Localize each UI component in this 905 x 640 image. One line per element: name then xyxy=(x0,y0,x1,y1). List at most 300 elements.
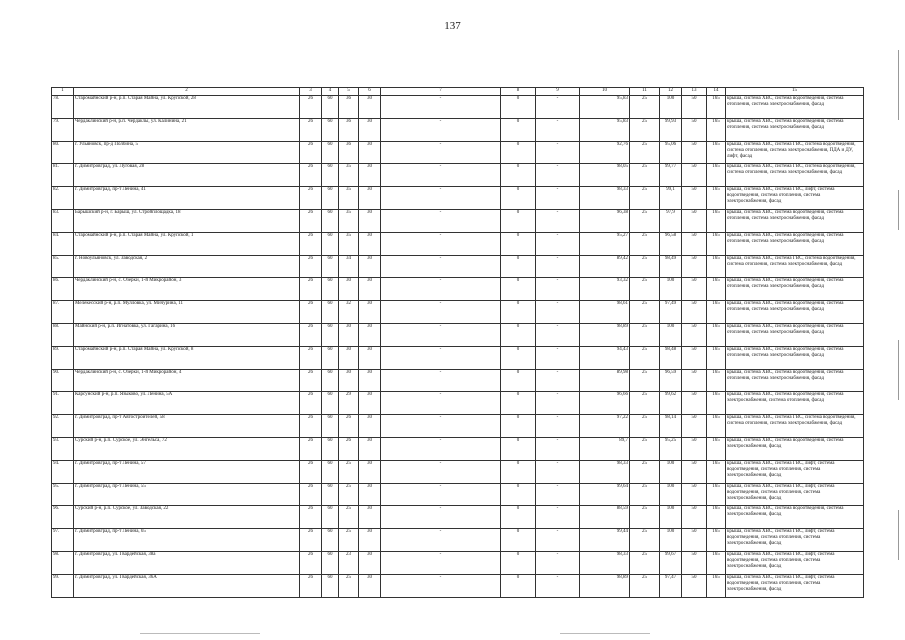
table-cell-col-10: 98,33 xyxy=(580,551,630,574)
table-cell-col-1: 86. xyxy=(52,278,74,301)
table-cell-col-1: 79. xyxy=(52,118,74,141)
table-cell-col-8: 0 xyxy=(501,301,536,324)
table-cell-col-2: Мелекесский р-н, р.п. Мулловка, ул. Мичурина, 11 xyxy=(74,301,300,324)
table-cell-col-11: 25 xyxy=(630,255,660,278)
table-cell-col-4: 60 xyxy=(322,301,339,324)
table-cell-col-5: 26 xyxy=(339,437,359,460)
table-cell-col-6: 30 xyxy=(359,415,381,438)
table-cell-col-7: - xyxy=(381,437,501,460)
table-row xyxy=(52,529,864,552)
table-row xyxy=(52,118,864,141)
table-cell-col-1: 99. xyxy=(52,574,74,597)
table-cell-col-2: г. Димитровград, пр-т Ленина, 57 xyxy=(74,460,300,483)
table-cell-col-6: 30 xyxy=(359,392,381,415)
table-cell-col-12: 98,48 xyxy=(660,346,682,369)
table-cell-col-11: 25 xyxy=(630,187,660,210)
table-cell-col-5: 30 xyxy=(339,278,359,301)
table-cell-col-4: 60 xyxy=(322,551,339,574)
table-cell-col-7: - xyxy=(381,323,501,346)
table-cell-col-15: крыша, система ХВС, система ГВС, лифт, система водоотведения, система отопления, система электроснабжения, фасад xyxy=(726,187,864,210)
table-cell-col-15: крыша, система ХВС, система водоотведения, система электроснабжения, фасад xyxy=(726,437,864,460)
table-cell-col-11: 25 xyxy=(630,301,660,324)
table-cell-col-14: 165 xyxy=(707,301,726,324)
table-cell-col-3: 26 xyxy=(300,346,322,369)
table-cell-col-1: 82. xyxy=(52,187,74,210)
table-cell-col-2: Барышский р-н, г. Барыш, ул. Стройплощадка, 18 xyxy=(74,209,300,232)
table-cell-col-2: Чердаклинский р-н, р.п. Чердаклы, ул. Калинина, 21 xyxy=(74,118,300,141)
table-cell-col-3: 26 xyxy=(300,369,322,392)
table-cell-col-7: - xyxy=(381,301,501,324)
table-cell-col-4: 60 xyxy=(322,278,339,301)
table-cell-col-8: 0 xyxy=(501,164,536,187)
table-cell-col-2: Карсунский р-н, р.п. Языково, ул. Ленина, 5А xyxy=(74,392,300,415)
table-cell-col-8: 0 xyxy=(501,369,536,392)
table-cell-col-9: - xyxy=(536,529,580,552)
table-cell-col-10: 93,32 xyxy=(580,278,630,301)
table-cell-col-12: 100 xyxy=(660,529,682,552)
table-cell-col-5: 29 xyxy=(339,392,359,415)
table-cell-col-1: 92. xyxy=(52,415,74,438)
table-cell-col-11: 25 xyxy=(630,551,660,574)
table-cell-col-13: 50 xyxy=(682,460,707,483)
scan-margin-marks xyxy=(893,40,899,600)
table-cell-col-9: - xyxy=(536,460,580,483)
table-cell-col-8: 0 xyxy=(501,118,536,141)
column-header-13: 13 xyxy=(682,88,707,96)
table-cell-col-12: 100 xyxy=(660,506,682,529)
table-cell-col-8: 0 xyxy=(501,483,536,506)
table-cell-col-4: 60 xyxy=(322,164,339,187)
table-cell-col-12: 98,49 xyxy=(660,255,682,278)
table-cell-col-13: 50 xyxy=(682,346,707,369)
table-cell-col-1: 98. xyxy=(52,551,74,574)
table-cell-col-3: 26 xyxy=(300,483,322,506)
table-cell-col-6: 30 xyxy=(359,346,381,369)
table-cell-col-8: 0 xyxy=(501,187,536,210)
table-cell-col-4: 60 xyxy=(322,483,339,506)
table-cell-col-9: - xyxy=(536,118,580,141)
table-cell-col-11: 25 xyxy=(630,574,660,597)
table-row xyxy=(52,141,864,164)
table-cell-col-14: 165 xyxy=(707,209,726,232)
scan-edge-line xyxy=(560,633,650,634)
table-cell-col-2: Майнский р-н, р.п. Игнатовка, ул. Гагарина, 16 xyxy=(74,323,300,346)
table-row xyxy=(52,369,864,392)
table-row xyxy=(52,460,864,483)
table-cell-col-12: 100 xyxy=(660,96,682,119)
table-cell-col-13: 50 xyxy=(682,483,707,506)
table-cell-col-10: 92,76 xyxy=(580,141,630,164)
table-cell-col-10: 98,61 xyxy=(580,301,630,324)
table-cell-col-12: 97,9 xyxy=(660,209,682,232)
table-cell-col-14: 165 xyxy=(707,551,726,574)
table-row xyxy=(52,392,864,415)
table-cell-col-12: 99,77 xyxy=(660,164,682,187)
table-cell-col-12: 97,47 xyxy=(660,574,682,597)
table-cell-col-7: - xyxy=(381,483,501,506)
table-cell-col-12: 100 xyxy=(660,278,682,301)
table-cell-col-12: 97,49 xyxy=(660,301,682,324)
table-cell-col-1: 80. xyxy=(52,141,74,164)
table-cell-col-9: - xyxy=(536,301,580,324)
table-cell-col-9: - xyxy=(536,392,580,415)
table-cell-col-8: 0 xyxy=(501,346,536,369)
table-cell-col-10: 99,64 xyxy=(580,483,630,506)
table-cell-col-6: 30 xyxy=(359,529,381,552)
table-cell-col-11: 25 xyxy=(630,346,660,369)
table-cell-col-14: 165 xyxy=(707,346,726,369)
table-row xyxy=(52,232,864,255)
column-header-4: 4 xyxy=(322,88,339,96)
table-cell-col-14: 165 xyxy=(707,483,726,506)
table-cell-col-4: 60 xyxy=(322,346,339,369)
table-cell-col-5: 34 xyxy=(339,255,359,278)
table-cell-col-3: 26 xyxy=(300,118,322,141)
table-cell-col-8: 0 xyxy=(501,96,536,119)
table-cell-col-11: 25 xyxy=(630,209,660,232)
table-cell-col-12: 99,93 xyxy=(660,118,682,141)
column-header-15: 15 xyxy=(726,88,864,96)
table-cell-col-10: 96,38 xyxy=(580,209,630,232)
table-cell-col-12: 100 xyxy=(660,323,682,346)
table-cell-col-7: - xyxy=(381,369,501,392)
table-cell-col-15: крыша, система ХВС, система ГВС, система водоотведения, система отопления, система электроснабжения, фасад xyxy=(726,164,864,187)
table-cell-col-12: 98,14 xyxy=(660,415,682,438)
table-cell-col-14: 165 xyxy=(707,141,726,164)
table-cell-col-5: 26 xyxy=(339,415,359,438)
table-cell-col-13: 50 xyxy=(682,278,707,301)
table-cell-col-1: 81. xyxy=(52,164,74,187)
table-cell-col-6: 30 xyxy=(359,255,381,278)
table-cell-col-4: 60 xyxy=(322,437,339,460)
table-cell-col-13: 50 xyxy=(682,232,707,255)
table-cell-col-9: - xyxy=(536,346,580,369)
table-cell-col-15: крыша, система ХВС, система ГВС, лифт, система водоотведения, система отопления, система электроснабжения, фасад xyxy=(726,483,864,506)
table-cell-col-4: 60 xyxy=(322,141,339,164)
table-cell-col-11: 25 xyxy=(630,506,660,529)
table-cell-col-11: 25 xyxy=(630,118,660,141)
table-cell-col-1: 94. xyxy=(52,460,74,483)
table-cell-col-14: 165 xyxy=(707,460,726,483)
table-cell-col-10: 89,7 xyxy=(580,437,630,460)
table-cell-col-3: 26 xyxy=(300,301,322,324)
table-row xyxy=(52,255,864,278)
table-cell-col-3: 26 xyxy=(300,460,322,483)
table-cell-col-6: 30 xyxy=(359,574,381,597)
table-cell-col-10: 88,59 xyxy=(580,506,630,529)
table-cell-col-4: 60 xyxy=(322,369,339,392)
table-row xyxy=(52,437,864,460)
table-cell-col-6: 30 xyxy=(359,187,381,210)
table-row xyxy=(52,96,864,119)
table-cell-col-13: 50 xyxy=(682,415,707,438)
table-cell-col-1: 91. xyxy=(52,392,74,415)
table-cell-col-15: крыша, система ХВС, система ГВС, лифт, система водоотведения, система отопления, система электроснабжения, фасад xyxy=(726,551,864,574)
table-cell-col-6: 30 xyxy=(359,301,381,324)
table-cell-col-15: крыша, система ХВС, система водоотведения, система отопления, система электроснабжения, фасад xyxy=(726,232,864,255)
table-cell-col-7: - xyxy=(381,278,501,301)
table-cell-col-5: 35 xyxy=(339,232,359,255)
table-cell-col-4: 60 xyxy=(322,415,339,438)
table-cell-col-9: - xyxy=(536,141,580,164)
table-cell-col-13: 50 xyxy=(682,209,707,232)
table-cell-col-12: 100 xyxy=(660,483,682,506)
table-cell-col-4: 60 xyxy=(322,392,339,415)
table-cell-col-12: 96,59 xyxy=(660,369,682,392)
table-cell-col-15: крыша, система ХВС, система ГВС, лифт, система водоотведения, система отопления, система электроснабжения, фасад xyxy=(726,529,864,552)
table-cell-col-5: 25 xyxy=(339,574,359,597)
table-row xyxy=(52,209,864,232)
table-cell-col-14: 165 xyxy=(707,392,726,415)
table-cell-col-6: 30 xyxy=(359,278,381,301)
table-cell-col-2: Сурский р-н, р.п. Сурское, ул. Заводская, 22 xyxy=(74,506,300,529)
table-cell-col-14: 165 xyxy=(707,506,726,529)
table-cell-col-15: крыша, система ХВС, система водоотведения, система электроснабжения, система отопления, фасад xyxy=(726,392,864,415)
table-cell-col-5: 25 xyxy=(339,460,359,483)
table-cell-col-5: 35 xyxy=(339,164,359,187)
table-cell-col-1: 90. xyxy=(52,369,74,392)
table-cell-col-8: 0 xyxy=(501,278,536,301)
table-cell-col-6: 30 xyxy=(359,141,381,164)
table-cell-col-9: - xyxy=(536,96,580,119)
table-cell-col-10: 98,89 xyxy=(580,323,630,346)
table-cell-col-9: - xyxy=(536,415,580,438)
table-cell-col-13: 50 xyxy=(682,369,707,392)
table-cell-col-3: 26 xyxy=(300,392,322,415)
table-row xyxy=(52,301,864,324)
table-cell-col-12: 95,06 xyxy=(660,141,682,164)
table-cell-col-14: 165 xyxy=(707,415,726,438)
table-cell-col-5: 25 xyxy=(339,506,359,529)
header-row xyxy=(52,88,864,96)
table-cell-col-2: Чердаклинский р-н, с. Озёрки, 1-й Микрорайон, 4 xyxy=(74,369,300,392)
table-cell-col-14: 165 xyxy=(707,255,726,278)
table-cell-col-10: 97,22 xyxy=(580,415,630,438)
table-cell-col-4: 60 xyxy=(322,574,339,597)
table-cell-col-9: - xyxy=(536,437,580,460)
table-cell-col-7: - xyxy=(381,415,501,438)
table-cell-col-3: 26 xyxy=(300,323,322,346)
table-cell-col-13: 50 xyxy=(682,187,707,210)
column-header-6: 6 xyxy=(359,88,381,96)
column-header-5: 5 xyxy=(339,88,359,96)
table-cell-col-3: 26 xyxy=(300,506,322,529)
table-cell-col-2: г. Новоульяновск, ул. Заводская, 2 xyxy=(74,255,300,278)
table-cell-col-14: 165 xyxy=(707,187,726,210)
table-cell-col-8: 0 xyxy=(501,141,536,164)
table-cell-col-8: 0 xyxy=(501,529,536,552)
table-cell-col-3: 26 xyxy=(300,278,322,301)
table-cell-col-7: - xyxy=(381,141,501,164)
table-row xyxy=(52,506,864,529)
table-cell-col-8: 0 xyxy=(501,574,536,597)
table-cell-col-8: 0 xyxy=(501,232,536,255)
table-cell-col-7: - xyxy=(381,255,501,278)
table-cell-col-8: 0 xyxy=(501,415,536,438)
table-cell-col-14: 165 xyxy=(707,529,726,552)
table-cell-col-14: 165 xyxy=(707,574,726,597)
capital-repair-table xyxy=(51,87,864,598)
table-cell-col-2: г. Димитровград, пр-т Ленина, 55 xyxy=(74,483,300,506)
table-cell-col-3: 26 xyxy=(300,96,322,119)
table-cell-col-14: 165 xyxy=(707,118,726,141)
table-row xyxy=(52,574,864,597)
table-row xyxy=(52,346,864,369)
table-cell-col-15: крыша, система ХВС, система ГВС, система водоотведения, система отопления, система электроснабжения, фасад xyxy=(726,255,864,278)
table-cell-col-12: 95,25 xyxy=(660,437,682,460)
table-cell-col-8: 0 xyxy=(501,437,536,460)
column-header-9: 9 xyxy=(536,88,580,96)
table-cell-col-6: 30 xyxy=(359,369,381,392)
table-cell-col-6: 30 xyxy=(359,232,381,255)
table-cell-col-1: 89. xyxy=(52,346,74,369)
table-cell-col-5: 30 xyxy=(339,323,359,346)
table-cell-col-2: г. Димитровград, ул. Гвардейская, 36А xyxy=(74,574,300,597)
table-cell-col-9: - xyxy=(536,187,580,210)
table-cell-col-10: 94,43 xyxy=(580,346,630,369)
table-cell-col-7: - xyxy=(381,118,501,141)
table-cell-col-3: 26 xyxy=(300,529,322,552)
page-number: 137 xyxy=(444,20,461,32)
table-cell-col-1: 85. xyxy=(52,255,74,278)
column-header-1: 1 xyxy=(52,88,74,96)
table-cell-col-3: 26 xyxy=(300,437,322,460)
table-cell-col-12: 99,1 xyxy=(660,187,682,210)
table-cell-col-14: 165 xyxy=(707,323,726,346)
table-body xyxy=(52,96,864,598)
column-header-8: 8 xyxy=(501,88,536,96)
table-cell-col-13: 50 xyxy=(682,141,707,164)
table-cell-col-4: 60 xyxy=(322,323,339,346)
table-cell-col-10: 95,83 xyxy=(580,118,630,141)
table-cell-col-9: - xyxy=(536,255,580,278)
table-cell-col-1: 97. xyxy=(52,529,74,552)
table-cell-col-11: 25 xyxy=(630,164,660,187)
table-cell-col-8: 0 xyxy=(501,255,536,278)
table-cell-col-5: 25 xyxy=(339,529,359,552)
table-cell-col-10: 96,66 xyxy=(580,392,630,415)
table-cell-col-4: 60 xyxy=(322,187,339,210)
table-cell-col-15: крыша, система ХВС, система ГВС, лифт, система водоотведения, система отопления, система электроснабжения, фасад xyxy=(726,574,864,597)
table-cell-col-14: 165 xyxy=(707,164,726,187)
table-cell-col-1: 88. xyxy=(52,323,74,346)
table-cell-col-15: крыша, система ХВС, система водоотведения, система отопления, система электроснабжения, фасад xyxy=(726,118,864,141)
table-cell-col-13: 50 xyxy=(682,301,707,324)
table-cell-col-12: 96,58 xyxy=(660,232,682,255)
table-cell-col-13: 50 xyxy=(682,164,707,187)
table-cell-col-7: - xyxy=(381,551,501,574)
table-cell-col-4: 60 xyxy=(322,506,339,529)
table-cell-col-10: 95,27 xyxy=(580,232,630,255)
table-cell-col-7: - xyxy=(381,232,501,255)
table-row xyxy=(52,323,864,346)
table-cell-col-3: 26 xyxy=(300,187,322,210)
column-header-10: 10 xyxy=(580,88,630,96)
table-cell-col-4: 60 xyxy=(322,255,339,278)
table-cell-col-2: г. Димитровград, ул. Луговая, 28 xyxy=(74,164,300,187)
table-cell-col-7: - xyxy=(381,392,501,415)
table-cell-col-4: 60 xyxy=(322,209,339,232)
table-cell-col-15: крыша, система ХВС, система водоотведения, система отопления, система электроснабжения, фасад xyxy=(726,346,864,369)
table-cell-col-11: 25 xyxy=(630,141,660,164)
table-cell-col-2: Чердаклинский р-н, с. Озёрки, 1-й Микрорайон, 3 xyxy=(74,278,300,301)
table-cell-col-5: 30 xyxy=(339,346,359,369)
table-cell-col-8: 0 xyxy=(501,323,536,346)
table-cell-col-11: 25 xyxy=(630,460,660,483)
table-cell-col-8: 0 xyxy=(501,506,536,529)
table-cell-col-3: 26 xyxy=(300,141,322,164)
table-cell-col-12: 100 xyxy=(660,460,682,483)
table-cell-col-5: 25 xyxy=(339,483,359,506)
table-cell-col-11: 25 xyxy=(630,483,660,506)
table-cell-col-4: 60 xyxy=(322,118,339,141)
table-cell-col-8: 0 xyxy=(501,392,536,415)
scan-edge-line xyxy=(140,633,260,634)
table-cell-col-3: 26 xyxy=(300,164,322,187)
table-cell-col-8: 0 xyxy=(501,209,536,232)
table-cell-col-6: 30 xyxy=(359,551,381,574)
table-cell-col-13: 50 xyxy=(682,551,707,574)
table-cell-col-7: - xyxy=(381,529,501,552)
table-cell-col-9: - xyxy=(536,369,580,392)
table-cell-col-14: 165 xyxy=(707,437,726,460)
table-cell-col-4: 60 xyxy=(322,529,339,552)
table-cell-col-7: - xyxy=(381,346,501,369)
table-cell-col-2: г. Димитровград, пр-т Ленина, 41 xyxy=(74,187,300,210)
table-cell-col-9: - xyxy=(536,574,580,597)
column-header-7: 7 xyxy=(381,88,501,96)
table-cell-col-5: 36 xyxy=(339,118,359,141)
table-cell-col-6: 30 xyxy=(359,460,381,483)
table-cell-col-5: 36 xyxy=(339,141,359,164)
table-cell-col-8: 0 xyxy=(501,551,536,574)
table-cell-col-5: 35 xyxy=(339,187,359,210)
table-cell-col-14: 165 xyxy=(707,96,726,119)
table-row xyxy=(52,278,864,301)
table-cell-col-3: 26 xyxy=(300,415,322,438)
table-cell-col-15: крыша, система ХВС, система ГВС, система водоотведения, система отопления, система электроснабжения, ПДА и ДУ, лифт, фасад xyxy=(726,141,864,164)
table-cell-col-7: - xyxy=(381,506,501,529)
table-cell-col-15: крыша, система ХВС, система водоотведения, система отопления, система электроснабжения, фасад xyxy=(726,209,864,232)
table-cell-col-15: крыша, система ХВС, система водоотведения, система отопления, система электроснабжения, фасад xyxy=(726,301,864,324)
table-cell-col-1: 96. xyxy=(52,506,74,529)
table-cell-col-15: крыша, система ХВС, система водоотведения, система отопления, система электроснабжения, фасад xyxy=(726,96,864,119)
table-cell-col-15: крыша, система ХВС, система водоотведения, система отопления, система электроснабжения, фасад xyxy=(726,323,864,346)
table-cell-col-1: 78. xyxy=(52,96,74,119)
column-header-14: 14 xyxy=(707,88,726,96)
table-cell-col-2: г. Димитровград, пр-т Автостроителей, 58 xyxy=(74,415,300,438)
table-cell-col-1: 84. xyxy=(52,232,74,255)
table-cell-col-15: крыша, система ХВС, система ГВС, лифт, система водоотведения, система отопления, система электроснабжения, фасад xyxy=(726,460,864,483)
table-cell-col-2: г. Димитровград, пр-т Ленина, 65 xyxy=(74,529,300,552)
table-cell-col-10: 98,05 xyxy=(580,164,630,187)
table-cell-col-13: 50 xyxy=(682,437,707,460)
table-cell-col-7: - xyxy=(381,574,501,597)
table-cell-col-11: 25 xyxy=(630,415,660,438)
table-cell-col-7: - xyxy=(381,164,501,187)
table-cell-col-15: крыша, система ХВС, система водоотведения, система отопления, система электроснабжения, фасад xyxy=(726,369,864,392)
table-cell-col-1: 87. xyxy=(52,301,74,324)
table-cell-col-14: 165 xyxy=(707,278,726,301)
column-header-2: 2 xyxy=(74,88,300,96)
table-cell-col-15: крыша, система ХВС, система водоотведения, система отопления, система электроснабжения, фасад xyxy=(726,278,864,301)
table-cell-col-9: - xyxy=(536,506,580,529)
table-cell-col-10: 98,33 xyxy=(580,187,630,210)
table-cell-col-4: 60 xyxy=(322,460,339,483)
table-cell-col-10: 89,98 xyxy=(580,369,630,392)
table-cell-col-13: 50 xyxy=(682,255,707,278)
table-cell-col-9: - xyxy=(536,209,580,232)
